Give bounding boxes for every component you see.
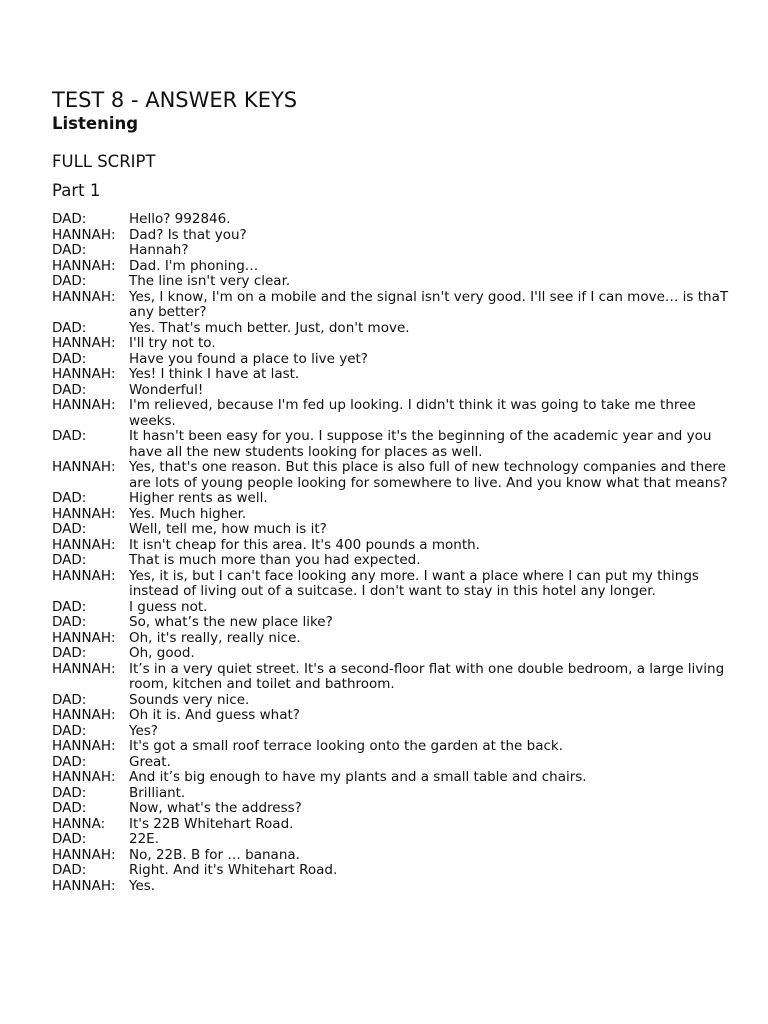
dialogue-line [52,662,732,693]
dialogue-text: Yes, it is, but I can't face looking any more. I want a place where I can put my things instead of living out of a suitcase. I don't want to stay in this hotel any longer. [129,567,699,599]
dialogue-text: It isn't cheap for this area. It's 400 pounds a month. [129,536,480,553]
dialogue-line [52,336,732,352]
dialogue-line [52,553,732,569]
dialogue-line [52,460,732,491]
dialogue-line [52,383,732,399]
document-title: TEST 8 - ANSWER KEYS [52,88,298,112]
dialogue-line [52,801,732,817]
speaker-label: DAD: [52,691,87,708]
speaker-label: DAD: [52,800,87,816]
dialogue-line [52,352,732,368]
speaker-label: HANNAH: [52,366,116,382]
speaker-label: HANNAH: [52,877,116,894]
speaker-label: DAD: [52,552,87,568]
dialogue-line [52,770,732,786]
dialogue-text: I'm relieved, because I'm fed up looking. I didn't think it was going to take me three weeks. [129,397,696,429]
dialogue-line [52,491,732,507]
dialogue-line [52,274,732,290]
dialogue-text: Yes, I know, I'm on a mobile and the signal isn't very good. I'll see if I can move… is thaT any better? [129,288,729,320]
dialogue-text: The line isn't very clear. [129,273,291,289]
speaker-label: DAD: [52,645,87,661]
speaker-label: DAD: [52,614,87,630]
dialogue-text: Now, what's the address? [129,800,302,816]
speaker-label: HANNAH: [52,769,116,785]
dialogue-text: That is much more than you had expected. [129,552,421,568]
speaker-label: HANNAH: [52,738,116,754]
speaker-label: DAD: [52,862,87,878]
dialogue-text: 22E. [129,831,159,847]
dialogue-text: It’s in a very quiet street. It's a second-floor flat with one double bedroom, a large living room, kitchen and toilet and bathroom. [129,660,725,692]
dialogue-line [52,631,732,647]
speaker-label: HANNAH: [52,707,116,723]
dialogue-text: And it’s big enough to have my plants and a small table and chairs. [129,769,587,785]
dialogue-text: Yes. That's much better. Just, don't move. [129,319,410,336]
dialogue-line [52,708,732,724]
dialogue-text: Dad. I'm phoning… [129,257,259,274]
speaker-label: DAD: [52,381,87,398]
speaker-label: HANNA: [52,815,106,832]
dialogue-text: Yes? [129,722,158,739]
dialogue-text: Oh, it's really, really nice. [129,629,301,646]
dialogue-text: It hasn't been easy for you. I suppose it's the beginning of the academic year and you have all the new students looking for places as well. [129,428,712,460]
dialogue-text: So, what’s the new place like? [129,614,333,630]
speaker-label: DAD: [52,784,87,801]
dialogue-line [52,429,732,460]
dialogue-line [52,739,732,755]
dialogue-text: Dad? Is that you? [129,226,247,243]
speaker-label: DAD: [52,831,87,847]
speaker-label: HANNAH: [52,505,116,522]
dialogue-line [52,786,732,802]
document-subtitle: Listening [52,114,139,133]
dialogue-text: Oh it is. And guess what? [129,707,300,723]
dialogue-line [52,212,732,228]
speaker-label: DAD: [52,273,87,289]
dialogue-text: Great. [129,753,171,770]
speaker-label: DAD: [52,490,87,506]
speaker-label: DAD: [52,598,87,615]
speaker-label: HANNAH: [52,660,116,677]
dialogue-text: Hannah? [129,242,189,258]
dialogue-text: Well, tell me, how much is it? [129,521,327,537]
dialogue-line [52,243,732,259]
dialogue-line [52,538,732,554]
speaker-label: HANNAH: [52,567,116,584]
speaker-label: HANNAH: [52,459,116,475]
dialogue-line [52,817,732,833]
speaker-label: HANNAH: [52,846,116,863]
dialogue-text: Have you found a place to live yet? [129,350,368,367]
speaker-label: HANNAH: [52,226,116,243]
dialogue-line [52,863,732,879]
speaker-label: HANNAH: [52,257,116,274]
dialogue-line [52,879,732,895]
section-heading: FULL SCRIPT [52,152,156,171]
speaker-label: DAD: [52,428,87,444]
dialogue-text: Hello? 992846. [129,211,231,227]
speaker-label: DAD: [52,319,87,336]
speaker-label: DAD: [52,242,87,258]
dialogue-text: No, 22B. B for … banana. [129,846,300,863]
speaker-label: DAD: [52,350,87,367]
dialogue-text: Brilliant. [129,784,186,801]
dialogue-text: Yes. [129,877,156,894]
speaker-label: HANNAH: [52,397,116,413]
dialogue-line [52,259,732,275]
speaker-label: DAD: [52,753,87,770]
dialogue-text: Right. And it's Whitehart Road. [129,862,338,878]
dialogue-text: Oh, good. [129,645,195,661]
dialogue-script [52,212,732,894]
dialogue-text: It's got a small roof terrace looking onto the garden at the back. [129,738,564,754]
dialogue-line [52,228,732,244]
dialogue-text: Sounds very nice. [129,691,250,708]
dialogue-line [52,848,732,864]
dialogue-text: Higher rents as well. [129,490,268,506]
dialogue-line [52,367,732,383]
dialogue-line [52,507,732,523]
dialogue-text: Wonderful! [129,381,204,398]
dialogue-text: It's 22B Whitehart Road. [129,815,294,832]
dialogue-line [52,755,732,771]
speaker-label: HANNAH: [52,288,116,305]
dialogue-line [52,832,732,848]
dialogue-line [52,646,732,662]
dialogue-text: I guess not. [129,598,208,615]
speaker-label: HANNAH: [52,536,116,553]
dialogue-text: Yes, that's one reason. But this place is also full of new technology companies and there are lots of young people looking for somewhere to live. And you know what that means? [129,459,728,491]
dialogue-text: I'll try not to. [129,335,216,351]
speaker-label: HANNAH: [52,335,116,351]
dialogue-line [52,693,732,709]
dialogue-line [52,615,732,631]
speaker-label: HANNAH: [52,629,116,646]
dialogue-line [52,600,732,616]
dialogue-text: Yes. Much higher. [129,505,247,522]
speaker-label: DAD: [52,521,87,537]
dialogue-line [52,321,732,337]
dialogue-line [52,522,732,538]
dialogue-line [52,724,732,740]
dialogue-text: Yes! I think I have at last. [129,366,300,382]
document-page [52,86,732,894]
dialogue-line [52,398,732,429]
speaker-label: DAD: [52,211,87,227]
part-heading: Part 1 [52,181,101,200]
dialogue-line [52,290,732,321]
speaker-label: DAD: [52,722,87,739]
dialogue-line [52,569,732,600]
